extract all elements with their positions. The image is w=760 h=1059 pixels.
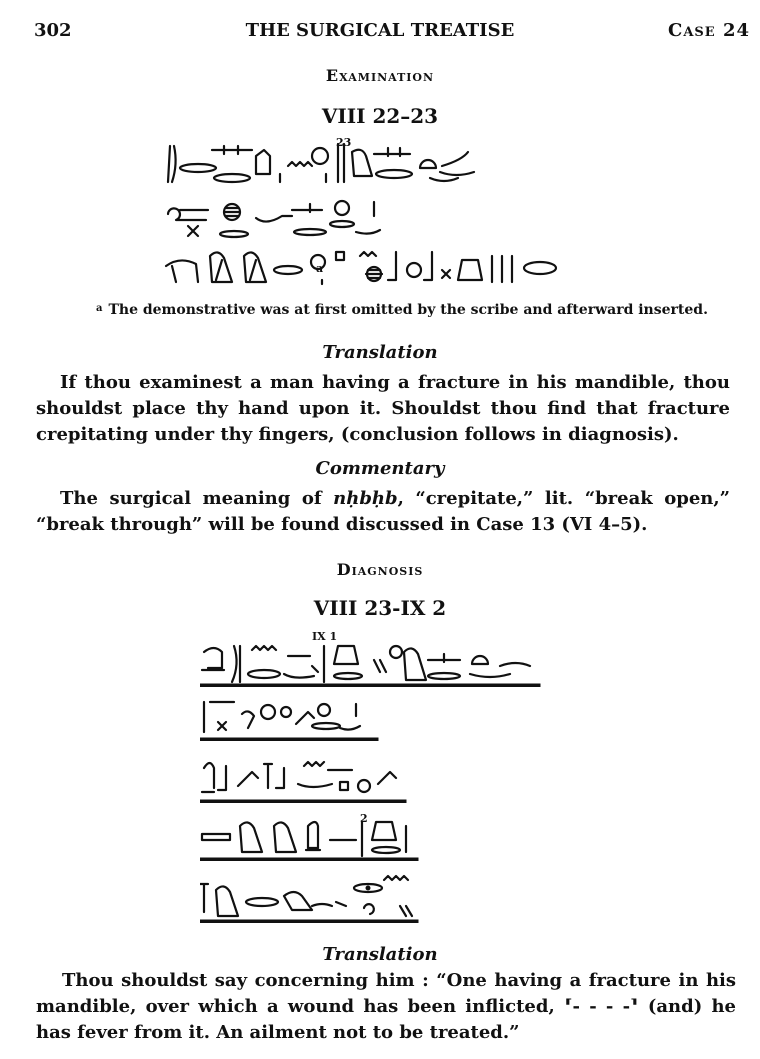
hieroglyph-line-2 [160,196,400,242]
line-marker-23: 23 [336,136,352,149]
examination-translation-text: If thou examinest a man having a fracture in his mandible, thou shouldst place thy hand upon it. Shouldst thou find that fracture crepitating under thy fingers, (conclusion follows in diagnosis). [36,372,730,445]
diagnosis-translation-heading: Translation [322,944,438,965]
hieroglyph-line-1 [160,138,480,188]
footnote-insertion-marker: a [316,262,324,275]
diagnosis-translation-text: Thou shouldst say concerning him : “One having a fracture in his mandible, over which a wound has been inflicted, ⸢- - - -⸣ (and) he has fever from it. An ailment not to be treated.” [36,970,736,1043]
hieroglyph-line-3 [162,246,592,286]
diagnosis-reference: VIII 23-IX 2 [313,596,447,620]
diagnosis-heading: Diagnosis [336,560,424,579]
commentary-term: nḥbḥb [333,488,398,509]
commentary-pre: The surgical meaning of [60,488,334,509]
page-number: 302 [34,20,72,41]
line-marker-ix1: IX 1 [312,630,338,643]
footnote-text: The demonstrative was at first omitted by the scribe and afterward inserted. [108,302,708,318]
case-label: Case 24 [668,20,751,41]
commentary-post: , “crepitate,” lit. “break open,” “break through” will be found discussed in Case 13 (VI 4–5). [36,488,730,535]
line-marker-2: 2 [360,812,368,825]
running-title: THE SURGICAL TREATISE [245,20,515,41]
examination-heading: Examination [325,66,435,85]
hieroglyph-diagnosis-lines [200,640,545,930]
commentary-text [36,486,730,538]
commentary-heading: Commentary [315,458,445,479]
examination-translation-heading: Translation [322,342,438,363]
footnote-marker: a [96,303,103,314]
footnote [96,302,708,318]
examination-reference: VIII 22–23 [321,104,439,128]
